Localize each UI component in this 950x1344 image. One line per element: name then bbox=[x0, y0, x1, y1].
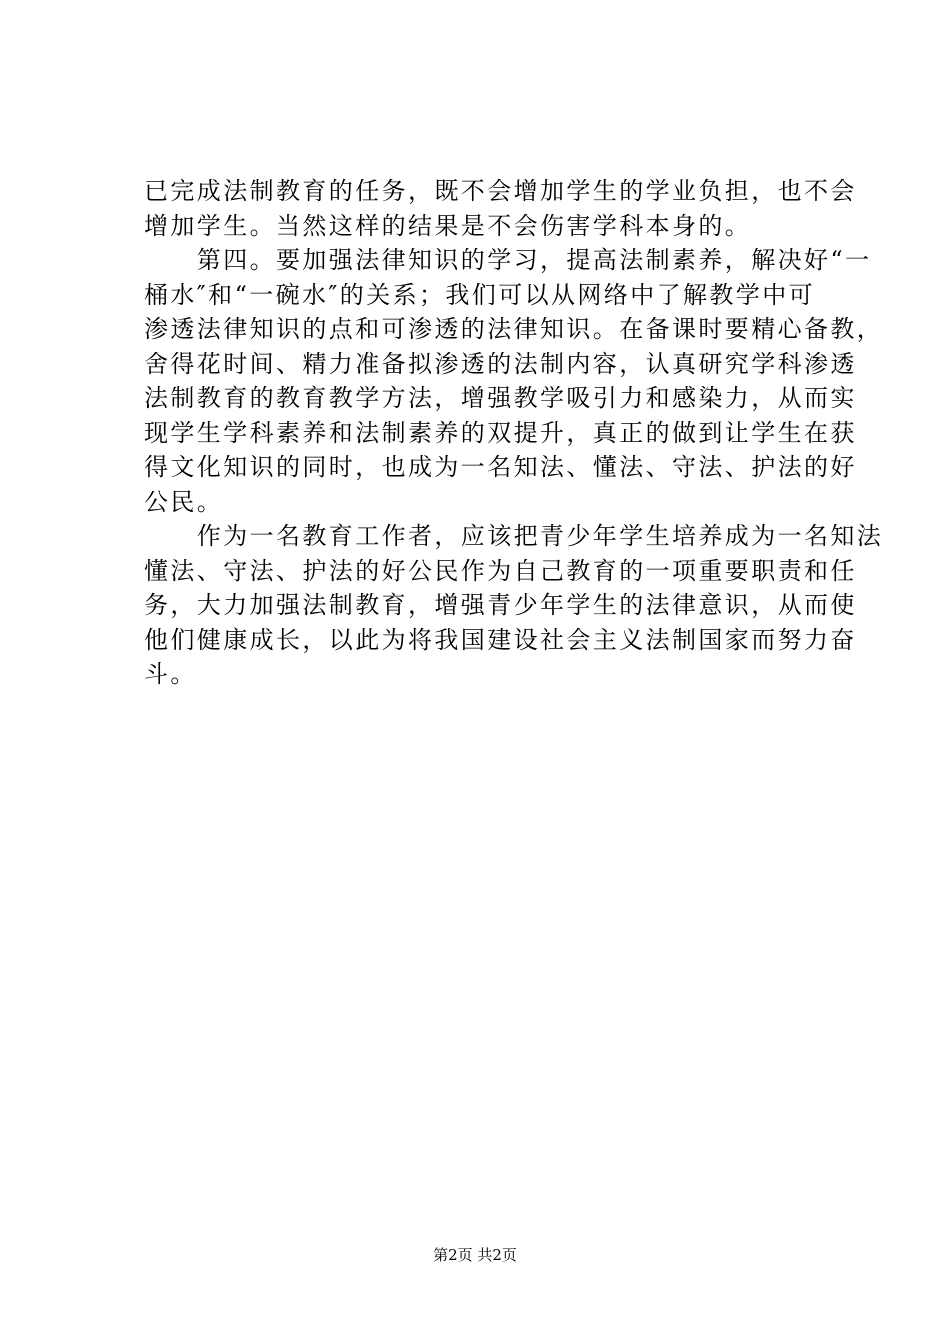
text-line: 已完成法制教育的任务，既不会增加学生的学业负担，也不会 bbox=[144, 177, 857, 205]
text-line: 公民。 bbox=[144, 487, 224, 516]
page-number-footer: 第2页 共2页 bbox=[433, 1246, 517, 1264]
text-line: 他们健康成长，以此为将我国建设社会主义法制国家而努力奋 bbox=[144, 625, 857, 654]
text-line: 懂法、守法、护法的好公民作为自己教育的一项重要职责和任 bbox=[144, 556, 857, 585]
text-line: 增加学生。当然这样的结果是不会伤害学科本身的。 bbox=[144, 211, 752, 240]
text-line: 现学生学科素养和法制素养的双提升，真正的做到让学生在获 bbox=[144, 418, 857, 447]
text-line: 务，大力加强法制教育，增强青少年学生的法律意识，从而使 bbox=[144, 591, 857, 619]
text-line: 得文化知识的同时，也成为一名知法、懂法、守法、护法的好 bbox=[144, 453, 857, 481]
text-line: 第四。要加强法律知识的学习，提高法制素养，解决好“一 bbox=[144, 246, 872, 274]
text-line: 桶水″和“一碗水″的关系；我们可以从网络中了解教学中可 bbox=[144, 280, 815, 309]
document-body bbox=[144, 174, 884, 692]
text-line: 作为一名教育工作者，应该把青少年学生培养成为一名知法 bbox=[144, 522, 884, 550]
text-line: 斗。 bbox=[144, 660, 197, 688]
text-line: 舍得花时间、精力准备拟渗透的法制内容，认真研究学科渗透 bbox=[144, 349, 857, 378]
text-line: 法制教育的教育教学方法，增强教学吸引力和感染力，从而实 bbox=[144, 384, 857, 412]
text-line: 渗透法律知识的点和可渗透的法律知识。在备课时要精心备教， bbox=[144, 315, 884, 343]
